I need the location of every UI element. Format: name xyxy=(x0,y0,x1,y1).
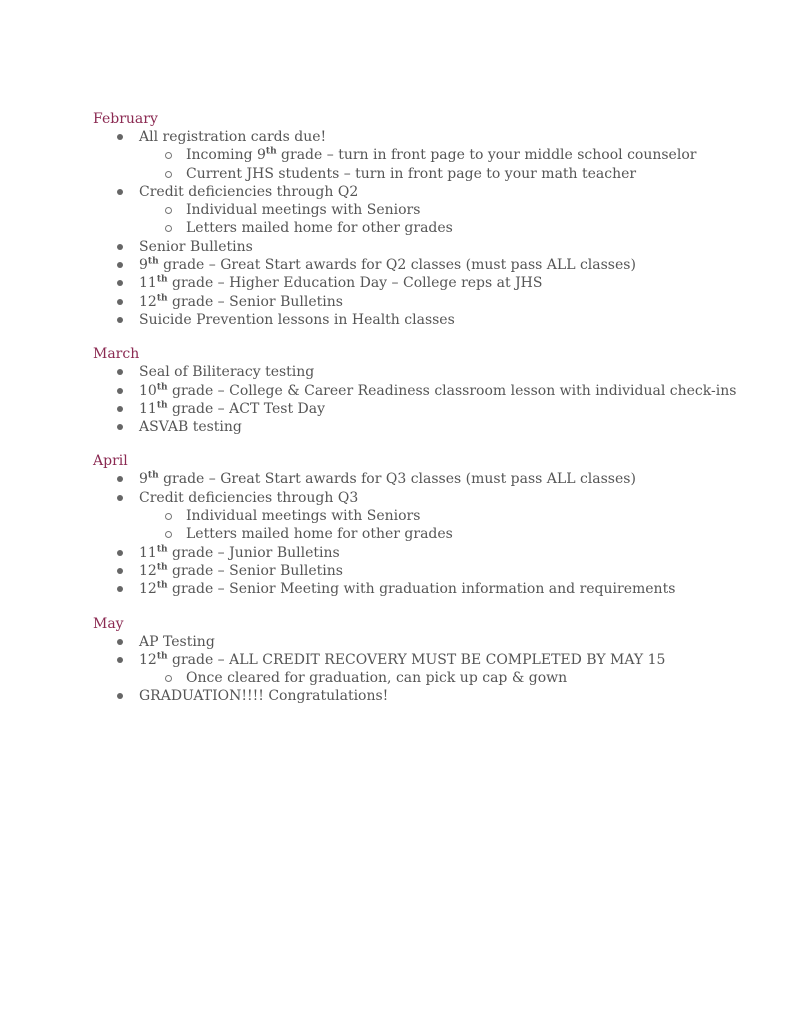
item-text-rest: grade – Higher Education Day – College reps at JHS xyxy=(167,275,543,292)
list-item xyxy=(93,544,753,562)
item-text: 11 xyxy=(139,544,157,561)
item-text-rest: grade – Senior Meeting with graduation information and requirements xyxy=(167,581,676,598)
bullet-list xyxy=(93,363,753,436)
item-text: 11 xyxy=(139,400,157,417)
bullet-icon xyxy=(117,550,123,556)
month-section xyxy=(93,615,753,706)
item-text: 12 xyxy=(139,651,157,668)
sub-list xyxy=(93,201,753,238)
bullet-icon xyxy=(165,531,172,538)
list-item xyxy=(93,363,753,381)
bullet-icon xyxy=(117,693,123,699)
sub-list xyxy=(93,146,753,183)
list-item xyxy=(93,274,753,292)
bullet-icon xyxy=(117,495,123,501)
month-heading: February xyxy=(93,111,158,127)
bullet-icon xyxy=(117,280,123,286)
ordinal-suffix: th xyxy=(156,293,168,304)
ordinal-suffix: th xyxy=(156,274,168,285)
month-section xyxy=(93,345,753,436)
ordinal-suffix: th xyxy=(156,543,168,554)
list-item xyxy=(93,562,753,580)
bullet-icon xyxy=(165,152,172,159)
ordinal-suffix: th xyxy=(156,651,168,662)
ordinal-suffix: th xyxy=(265,146,277,157)
item-text: 12 xyxy=(139,293,157,310)
list-item xyxy=(93,470,753,488)
item-text: GRADUATION!!!! Congratulations! xyxy=(139,688,389,705)
item-text: 9 xyxy=(139,471,148,488)
item-text: 12 xyxy=(139,562,157,579)
bullet-icon xyxy=(117,657,123,663)
list-item xyxy=(93,293,753,311)
list-item xyxy=(93,183,753,201)
ordinal-suffix: th xyxy=(147,470,159,481)
item-text: Once cleared for graduation, can pick up cap & gown xyxy=(186,670,568,687)
list-item xyxy=(93,238,753,256)
item-text: Letters mailed home for other grades xyxy=(186,220,453,237)
sub-list xyxy=(93,669,753,687)
ordinal-suffix: th xyxy=(156,580,168,591)
item-text-rest: grade – ALL CREDIT RECOVERY MUST BE COMPLETED BY MAY 15 xyxy=(167,651,666,668)
item-text: Individual meetings with Seniors xyxy=(186,202,421,219)
sub-list-item xyxy=(93,201,753,219)
list-item xyxy=(93,687,753,705)
sub-list-item xyxy=(93,146,753,164)
list-item xyxy=(93,418,753,436)
bullet-icon xyxy=(117,476,123,482)
item-text-rest: grade – Senior Bulletins xyxy=(167,293,343,310)
bullet-icon xyxy=(117,406,123,412)
item-text: Individual meetings with Seniors xyxy=(186,508,421,525)
item-text-rest: grade – Great Start awards for Q2 classes (must pass ALL classes) xyxy=(158,257,636,274)
list-item xyxy=(93,256,753,274)
item-text: Senior Bulletins xyxy=(139,238,253,255)
item-text-rest: grade – Senior Bulletins xyxy=(167,562,343,579)
item-text-rest: grade – Great Start awards for Q3 classes (must pass ALL classes) xyxy=(158,471,636,488)
item-text: 9 xyxy=(139,257,148,274)
list-item xyxy=(93,580,753,598)
ordinal-suffix: th xyxy=(156,381,168,392)
item-text: AP Testing xyxy=(139,633,215,650)
item-text: Credit deficiencies through Q2 xyxy=(139,183,359,200)
sub-list-item xyxy=(93,165,753,183)
bullet-icon xyxy=(117,424,123,430)
bullet-icon xyxy=(165,675,172,682)
ordinal-suffix: th xyxy=(147,256,159,267)
calendar-content xyxy=(93,110,753,722)
item-text-rest: grade – turn in front page to your middle school counselor xyxy=(276,147,697,164)
list-item xyxy=(93,311,753,329)
bullet-list xyxy=(93,128,753,329)
sub-list-item xyxy=(93,525,753,543)
item-text: 10 xyxy=(139,382,157,399)
item-text-rest: grade – Junior Bulletins xyxy=(167,544,340,561)
sub-list-item xyxy=(93,669,753,687)
bullet-icon xyxy=(117,388,123,394)
bullet-icon xyxy=(117,299,123,305)
bullet-icon xyxy=(117,586,123,592)
month-heading: April xyxy=(93,453,128,470)
bullet-icon xyxy=(117,639,123,645)
bullet-icon xyxy=(117,134,123,140)
item-text: 12 xyxy=(139,581,157,598)
month-heading: May xyxy=(93,615,124,632)
item-text: Credit deficiencies through Q3 xyxy=(139,489,359,506)
ordinal-suffix: th xyxy=(156,562,168,573)
item-text: Seal of Biliteracy testing xyxy=(139,364,315,381)
bullet-list xyxy=(93,633,753,706)
month-section xyxy=(93,110,753,329)
bullet-icon xyxy=(117,262,123,268)
item-text: Letters mailed home for other grades xyxy=(186,526,453,543)
list-item xyxy=(93,633,753,651)
bullet-icon xyxy=(165,225,172,232)
bullet-icon xyxy=(117,189,123,195)
list-item xyxy=(93,400,753,418)
list-item xyxy=(93,382,753,400)
sub-list-item xyxy=(93,219,753,237)
item-text-rest: grade – ACT Test Day xyxy=(167,400,326,417)
item-text: 11 xyxy=(139,275,157,292)
item-text: Suicide Prevention lessons in Health classes xyxy=(139,311,455,328)
list-item xyxy=(93,489,753,507)
bullet-icon xyxy=(165,513,172,520)
sub-list xyxy=(93,507,753,544)
bullet-icon xyxy=(117,568,123,574)
item-text: All registration cards due! xyxy=(139,129,327,145)
item-text: Current JHS students – turn in front page to your math teacher xyxy=(186,165,637,182)
bullet-icon xyxy=(117,369,123,375)
bullet-icon xyxy=(165,171,172,178)
sub-list-item xyxy=(93,507,753,525)
bullet-icon xyxy=(117,244,123,250)
list-item xyxy=(93,651,753,669)
item-text: ASVAB testing xyxy=(139,419,242,436)
bullet-icon xyxy=(165,207,172,214)
bullet-list xyxy=(93,470,753,598)
bullet-icon xyxy=(117,317,123,323)
month-section xyxy=(93,452,753,598)
month-heading: March xyxy=(93,346,140,363)
list-item xyxy=(93,128,753,146)
item-text-rest: grade – College & Career Readiness classroom lesson with individual check-ins xyxy=(167,382,737,399)
ordinal-suffix: th xyxy=(156,400,168,411)
item-text: Incoming 9 xyxy=(186,147,266,164)
